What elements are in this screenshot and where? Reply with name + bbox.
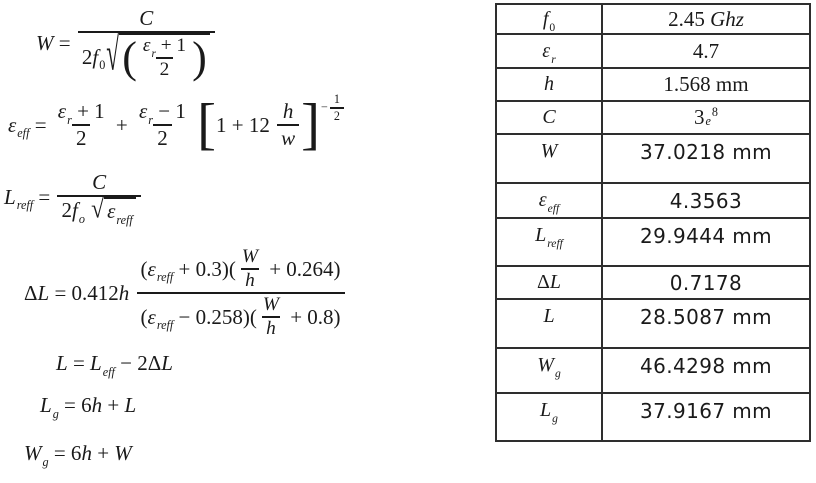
param-label-wg: W g: [497, 349, 603, 392]
param-value-c: 3 e 8: [694, 104, 718, 129]
table-row-l: [497, 300, 809, 349]
table-row-w: [497, 135, 809, 184]
param-value-l: 28.5087 mm: [639, 305, 773, 329]
radical-sign: √: [91, 194, 105, 225]
table-row-wg: [497, 349, 809, 394]
formula-deltal: Δ L = 0.412 h ( ε reff + 0.3)( W h + 0.264) ( ε reff − 0.258)( W h + 0.8): [24, 246, 347, 340]
formula-l: L = L eff − 2Δ L: [56, 351, 173, 379]
param-value-f0: 2.45 Ghz: [668, 6, 744, 31]
table-row-f0: [497, 5, 809, 35]
param-value-lreff: 29.9444 mm: [639, 224, 773, 248]
param-label-c: C: [497, 102, 603, 133]
table-row-lg: [497, 394, 809, 440]
radical-sign: √: [106, 28, 120, 82]
param-value-dl: 0.7178: [669, 270, 743, 295]
formula-lg: L g = 6 h + L: [40, 393, 137, 421]
results-table: [495, 3, 811, 442]
param-value-w: 37.0218 mm: [639, 140, 773, 164]
param-label-l: L: [497, 300, 603, 347]
param-label-w: W: [497, 135, 603, 182]
param-value-eeff: 4.3563: [669, 188, 743, 213]
param-label-h: h: [497, 69, 603, 100]
param-label-lreff: L reff: [497, 219, 603, 265]
table-row-eeff: [497, 184, 809, 219]
table-row-dl: [497, 267, 809, 300]
table-row-h: [497, 69, 809, 102]
formula-lreff: L reff = C 2 f o √ ε reff: [4, 170, 143, 224]
param-value-lg: 37.9167 mm: [639, 399, 773, 423]
param-label-lg: L g: [497, 394, 603, 440]
param-value-wg: 46.4298 mm: [639, 354, 773, 378]
param-label-eeff: ε eff: [497, 184, 603, 217]
param-value-h: 1.568 mm: [663, 72, 749, 96]
param-value-er: 4.7: [692, 38, 720, 63]
formula-eeff: ε eff = ε r + 1 2 + ε r − 1 2 [ 1 + 12 h w ] − $\frac{1}{2}$: [8, 97, 346, 154]
formula-wg: W g = 6 h + W: [24, 441, 132, 469]
param-label-f0: f 0: [497, 5, 603, 33]
param-label-er: ε r: [497, 35, 603, 67]
table-row-er: [497, 35, 809, 69]
param-label-dl: Δ L: [497, 267, 603, 298]
table-row-lreff: [497, 219, 809, 267]
formula-w: W = C 2 f 0 √ ( ε r + 1 2 ): [36, 6, 217, 81]
table-row-c: [497, 102, 809, 135]
